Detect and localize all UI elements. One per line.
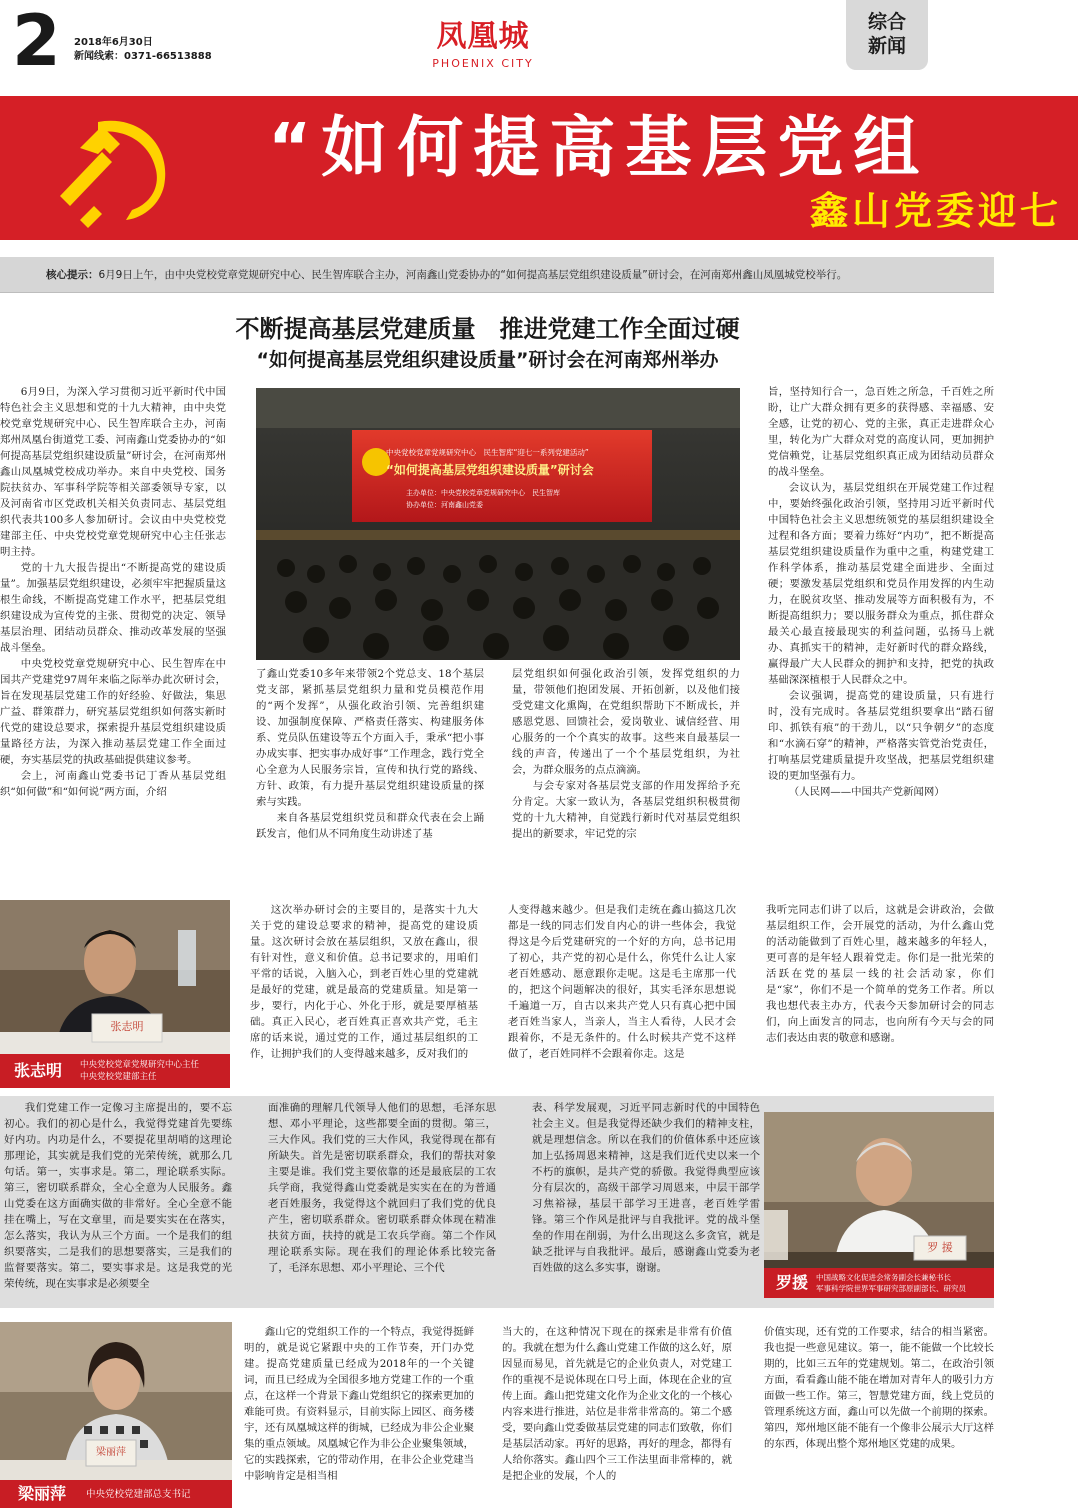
- photo-banner-line2: “如何提高基层党组织建设质量”研讨会: [386, 463, 594, 477]
- paragraph: 价值实现，还有党的工作要求，结合的相当紧密。我也提一些意见建议。第一，能不能做一个比较长期的，比如三五年的党建规划。第二，在政治引领方面，看看鑫山能不能在增加对青年人的吸引力方面做一些工作。第三，智慧党建方面，线上党员的管理系统这方面，鑫山可以先做一个前期的探索。第四，郑州地区能不能有一个像非公展示大厅这样的东西，体现出整个郑州地区党建的成果。: [764, 1326, 994, 1450]
- paragraph: 会上，河南鑫山党委书记丁香从基层党组织“如何做”和“如何说”两方面，介绍: [0, 770, 226, 798]
- speaker-name: 梁丽萍: [18, 1484, 67, 1503]
- paragraph: 与会专家对各基层党支部的作用发挥给予充分肯定。大家一致认为，各基层党组织积极贯彻党的十九大精神，自觉践行新时代对基层党组织提出的新要求，牢记党的宗: [512, 780, 740, 840]
- article-headline: 不断提高基层党建质量 推进党建工作全面过硬: [235, 315, 740, 343]
- article-col-2: [256, 666, 484, 866]
- speaker-role: 中央党校党章党规研究中心主任: [80, 1060, 200, 1070]
- section-tag-label: 综合 新闻: [867, 11, 906, 57]
- headline-banner: [0, 96, 1078, 240]
- article-col-4: [768, 384, 994, 864]
- speaker-role: 军事科学院世界军事研究部原副部长、研究员: [816, 1284, 966, 1293]
- issue-date: 2018年6月30日: [74, 37, 153, 48]
- article-subheadline: “如何提高基层党组织建设质量”研讨会在河南郑州举办: [256, 349, 719, 371]
- speaker-nameplate: 张志明: [110, 1020, 144, 1033]
- paragraph: 6月9日，为深入学习贯彻习近平新时代中国特色社会主义思想和党的十九大精神，由中央党校党章党规研究中心、民生智库联合主办，河南郑州凤凰台街道党工委、河南鑫山党委协办的“如何提高基层党组织建设质量”研讨会，在河南郑州鑫山凤凰城党校成功举办。来自中央党校、国务院扶贫办、军事科学院等相关部委领导专家，以及河南省市区党政机关相关负责同志、基层党组织代表共100多人参加研讨。会议由中央党校党建部主任、中央党校党章党规研究中心主任张志明主持。: [0, 386, 226, 558]
- paragraph: 层党组织如何强化政治引领，发挥党组织的力量，带领他们抱团发展、开拓创新，以及他们接受党建文化熏陶，在党组织帮助下不断成长，并感恩党恩、回馈社会，爱岗敬业、诚信经营、用心服务的一个个真实的故事。这些来自最基层一线的声音，传递出了一个个基层党组织，为社会，为群众服务的点点滴滴。: [512, 668, 740, 776]
- photo-banner-line1: 中央党校党章党规研究中心 民生智库“迎七一系列党建活动”: [386, 448, 589, 457]
- speaker-col: [268, 1100, 496, 1304]
- speaker-nameplate: 梁丽萍: [96, 1447, 126, 1458]
- speaker-col: [508, 902, 736, 1092]
- paragraph: 会议认为，基层党组织在开展党建工作过程中，要始终强化政治引领，坚持用习近平新时代中国特色社会主义思想统领党的基层组织建设全过程和各方面；要着力练好“内功”，把不断提高基层党组织建设质量作为重中之重，构建党建工作科学体系，推动基层党建全面进步、全面过硬；要激发基层党组织和党员作用发挥的内生动力，在脱贫攻坚、推动发展等方面积极有为，不断提高组织力；要以服务群众为重点，抓住群众最关心最直接最现实的利益问题，弘扬马上就办、真抓实干的精神，走好新时代的群众路线，赢得最广大人民群众的拥护和支持，把党的执政基础深深植根于人民群众之中。: [768, 482, 994, 686]
- party-emblem-icon: [40, 108, 180, 228]
- paragraph: 人变得越来越少。但是我们走统在鑫山搞这几次都是一线的同志们发自内心的讲一些体会，我觉得这是今后党建研究的一个好的方向，总书记用了初心，共产党的初心是什么，你凭什么让人家老百姓感动、愿意跟你走呢。这是毛主席那一代的，把这个问题解决的很好，其实毛泽东思想说千遍道一万，自古以来共产党人只有真心把中国老百姓当家人，当亲人，当主人看待，人民才会跟着你，不是无条件的。什么时候共产党不这样做了，老百姓同样不会跟着你走。这是: [508, 904, 736, 1060]
- speaker-caption: [0, 1054, 230, 1088]
- speaker-col: [250, 902, 478, 1092]
- paragraph: 来自各基层党组织党员和群众代表在会上踊跃发言，他们从不同角度生动讲述了基: [256, 812, 484, 840]
- paragraph: 这次举办研讨会的主要目的，是落实十九大关于党的建设总要求的精神，提高党的建设质量。这次研讨会放在基层组织，又放在鑫山，很有针对性，意义和价值。总书记要求的，用咱们平常的话说，入脑入心，到老百姓心里的党建就是最好的党建，就是最高的党建质量。知是第一步，要行，内化于心、外化于形，就是要厚植基础。真正入民心，老百姓真正喜欢共产党，毛主席的话来说，通过党的工作，通过基层组织的工作，让拥护我们的人变得越来越多，反对我们的: [250, 904, 478, 1060]
- speaker-role: 中央党校党建部主任: [80, 1072, 157, 1082]
- speaker-col: [4, 1100, 232, 1304]
- paragraph: 旨，坚持知行合一，急百姓之所急，千百姓之所盼，让广大群众拥有更多的获得感、幸福感、安全感，让党的初心、党的主张，真正走进群众心里，转化为广大群众对党的高度认同，更加拥护党信赖党，让基层党组织真正成为团结动员群众的战斗堡垒。: [768, 386, 994, 478]
- paragraph: 我们党建工作一定像习主席提出的，要不忘初心。我们的初心是什么，我觉得党建首先要练好内功。内功是什么，不要提花里胡哨的这理论那理论，其实就是我们党的光荣传统，就那么几句话。第一，实事求是。第二，理论联系实际。第三，密切联系群众，全心全意为人民服务。鑫山党委在这方面确实做的非常好。全心全意不能挂在嘴上，写在文章里，而是要实实在在落实，怎么落实，我认为从三个方面。一个是我们的组织要落实，二是我们的思想要落实，三是我们的监督要落实。第二，要实事求是。这是我党的光荣传统，现在实事求是必须要全: [4, 1102, 232, 1290]
- news-hotline: 新闻线索：0371-66513888: [74, 51, 212, 62]
- paragraph: 鑫山它的党组织工作的一个特点，我觉得挺鲜明的，就是说它紧跟中央的工作节奏，开门办党建。提高党建质量已经成为2018年的一个关键词，而且已经成为全国很多地方党建工作的一个重点，在这样一个背景下鑫山党组织它的探索更加的难能可贵。有资料显示，目前实际上园区、商务楼宇，还有凤凰城这样的街城，已经成为非公企业聚集的重点领域。凤凰城它作为非公企业聚集领域，它的实践探索，它的带动作用，在非公企业党建当中影响肯定是相当相: [244, 1326, 474, 1482]
- speaker-col: [532, 1100, 760, 1304]
- paragraph: 党的十九大报告提出“不断提高党的建设质量”。加强基层党组织建设，必须牢牢把握质量这根生命线，不断提高党建工作水平，把基层党组织建设成为宣传党的主张、贯彻党的决定、领导基层治理、团结动员群众、推动改革发展的坚强战斗堡垒。: [0, 562, 226, 654]
- speaker-col: [244, 1324, 474, 1508]
- article-col-3: [512, 666, 740, 866]
- speaker-photo: [0, 1322, 232, 1504]
- speaker-col: [766, 902, 994, 1092]
- article-source: （人民网——中国共产党新闻网）: [788, 786, 945, 798]
- meeting-photo: [256, 388, 740, 660]
- speaker-caption: [0, 1480, 232, 1508]
- paragraph: 当大的，在这种情况下现在的探索是非常有价值的。我就在想为什么鑫山党建工作做的这么好，原因显而易见，首先就是它的企业负责人，对党建工作的重视不是说体现在口号上面，体现在企业的宣传上面。鑫山把党建文化作为企业文化的一个核心内容来进行推进，站位是非常非常高的。第二个感受，要向鑫山党委做基层党建的同志们致敬，你们是基层活动家。再好的思路，再好的理念，都得有人给你落实。鑫山四个三工作法里面非常棒的，就是把企业的发展，个人的: [502, 1326, 732, 1482]
- page-number: 2: [12, 0, 59, 82]
- banner-subtitle: 鑫山党委迎七: [810, 189, 1063, 233]
- section-tag: [846, 0, 928, 70]
- key-note: [0, 257, 994, 293]
- speaker-role: 中国战略文化促进会常务副会长兼秘书长: [816, 1273, 951, 1282]
- speaker-caption: [764, 1268, 994, 1298]
- photo-banner-line3: 主办单位：中央党校党章党规研究中心 民生智库: [406, 489, 560, 497]
- key-note-text: 6月9日上午，由中央党校党章党规研究中心、民生智库联合主办，河南鑫山党委协办的“如何提高基层党组织建设质量”研讨会，在河南郑州鑫山凤凰城党校举行。: [98, 269, 848, 281]
- speaker-col: [764, 1324, 994, 1508]
- newspaper-logo-en: PHOENIX CITY: [432, 57, 534, 70]
- speaker-name: 罗援: [776, 1273, 809, 1292]
- speaker-name: 张志明: [14, 1061, 63, 1080]
- speaker-nameplate: 罗 援: [927, 1241, 953, 1254]
- key-note-label: 核心提示：: [46, 269, 99, 281]
- paragraph: 中央党校党章党规研究中心、民生智库在中国共产党建党97周年来临之际举办此次研讨会，旨在发现基层党建工作的好经验、好做法，集思广益、群策群力，研究基层党组织如何落实新时代党的建设总要求，探索提升基层党组织建设质量路径方法，为深入推动基层党建工作全面过硬，夯实基层党的执政基础提供建议参考。: [0, 658, 226, 766]
- paragraph: 表、科学发展观，习近平同志新时代的中国特色社会主义。但是我觉得还缺少我们的精神支柱，就是理想信念。所以在我们的价值体系中还应该加上弘扬周恩来精神，这是我们近代史以来一个不朽的旗帜，是共产党的骄傲。我觉得典型应该分有层次的，高级干部学习周恩来，中层干部学习焦裕禄，基层干部学习王进喜，老百姓学雷锋。第三个作风是批评与自我批评。党的战斗堡垒的作用在削弱，为什么出现这么多贪官，就是缺乏批评与自我批评。最后，感谢鑫山党委为老百姓做的这么多实事，谢谢。: [532, 1102, 760, 1274]
- newspaper-logo: 凤凰城: [436, 19, 530, 54]
- paragraph: 面准确的理解几代领导人他们的思想，毛泽东思想、邓小平理论，这些都要全面的贯彻。第三，三大作风。我们党的三大作风，我觉得现在都有所缺失。首先是密切联系群众，我们的帮扶对象主要是谁。我们党主要依靠的还是最底层的工农兵学商，我觉得鑫山党委就是实实在在的为普通老百姓服务，我觉得这个就回归了我们党的优良产生，密切联系群众。密切联系群众体现在精准扶贫方面，扶持的就是工农兵学商。第二个作风理论联系实际。现在我们的理论体系比较完备了，毛泽东思想、邓小平理论、三个代: [268, 1102, 496, 1274]
- paragraph: 会议强调，提高党的建设质量，只有进行时，没有完成时。各基层党组织要拿出“踏石留印、抓铁有痕”的干劲儿，以“只争朝夕”的态度和“水滴石穿”的精神，严格落实管党治党责任，打响基层党建质量提升攻坚战，把基层党组织建设的更加坚强有力。: [768, 690, 994, 782]
- banner-title: “如何提高基层党组: [268, 109, 930, 186]
- speaker-role: 中央党校党建部总支书记: [86, 1489, 191, 1500]
- paragraph: 我听完同志们讲了以后，这就是会讲政治，会做基层组织工作，会开展党的活动，为什么鑫山党的活动能做到了百姓心里，越来越多的年轻人，更可喜的是年轻人跟着党走。你们是一批光荣的活跃在党的基层一线的社会活动家，你们是“家”，你们不是一个简单的党务工作者。所以我也想代表主办方，代表今天参加研讨会的同志们，向上面发言的同志，也向所有今天与会的同志们表达由衷的敬意和感谢。: [766, 904, 994, 1044]
- photo-banner-line4: 协办单位：河南鑫山党委: [406, 501, 483, 509]
- paragraph: 了鑫山党委10多年来带领2个党总支、18个基层党支部，紧抓基层党组织力量和党员模范作用的“两个发挥”，从强化政治引领、完善组织建设、加强制度保障、严格责任落实、构建服务体系、党员队伍建设等五个方面入手，秉承“把小事办成实事、把实事办成好事”工作理念，践行党全心全意为人民服务宗旨，宣传和执行党的路线、方针、政策，有力提升基层党组织建设质量的探索与实践。: [256, 668, 484, 808]
- speaker-col: [502, 1324, 732, 1508]
- article-col-1: [0, 384, 226, 864]
